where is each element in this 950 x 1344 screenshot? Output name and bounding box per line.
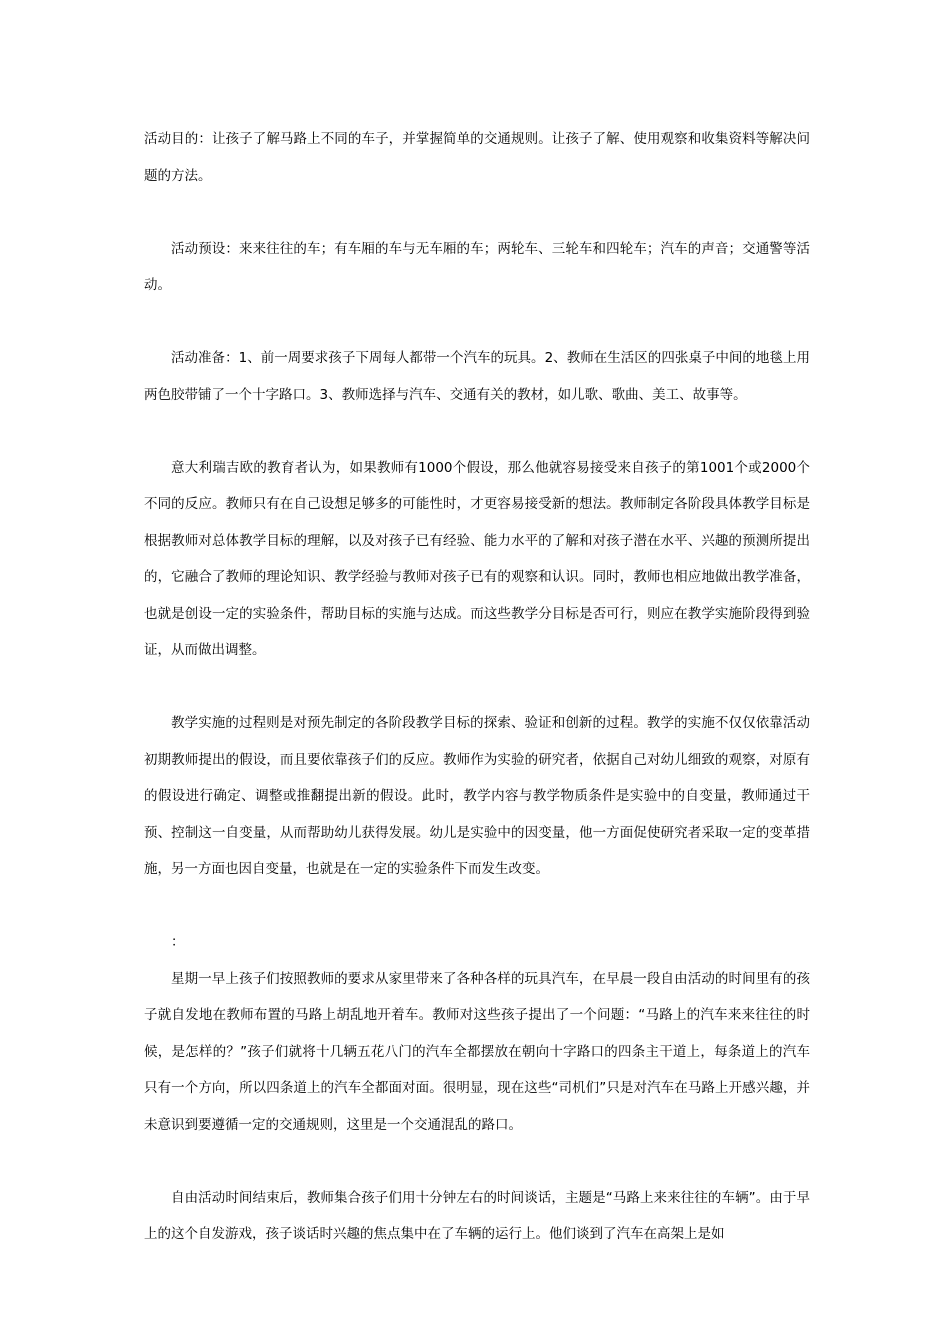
paragraph-reggio-educators: 意大利瑞吉欧的教育者认为，如果教师有1000个假设，那么他就容易接受来自孩子的第1001个或2000个不同的反应。教师只有在自己设想足够多的可能性时，才更容易接受新的想法。教师制定各阶段具体教学目标是根据教师对总体教学目标的理解，以及对孩子已有经验、能力水平的了解和对孩子潜在水平、兴趣的预测所提出的，它融合了教师的理论知识、教学经验与教师对孩子已有的观察和认识。同时，教师也相应地做出教学准备，也就是创设一定的实验条件，帮助目标的实施与达成。而这些教学分目标是否可行，则应在教学实施阶段得到验证，从而做出调整。 — [144, 459, 810, 658]
paragraph-free-activity-talk: 自由活动时间结束后，教师集合孩子们用十分钟左右的时间谈话，主题是“马路上来来往往的车辆”。由于早上的这个自发游戏，孩子谈话时兴趣的焦点集中在了车辆的运行上。他们谈到了汽车在高架上是如 — [144, 1189, 810, 1242]
paragraph-activity-preset: 活动预设：来来往往的车；有车厢的车与无车厢的车；两轮车、三轮车和四轮车；汽车的声音；交通警等活动。 — [144, 240, 810, 293]
document-body — [144, 121, 810, 1253]
paragraph-monday-morning: 星期一早上孩子们按照教师的要求从家里带来了各种各样的玩具汽车，在早晨一段自由活动的时间里有的孩子就自发地在教师布置的马路上胡乱地开着车。教师对这些孩子提出了一个问题：“马路上的汽车来来往往的时候，是怎样的？”孩子们就将十几辆五花八门的汽车全都摆放在朝向十字路口的四条主干道上，每条道上的汽车只有一个方向，所以四条道上的汽车全都面对面。很明显，现在这些“司机们”只是对汽车在马路上开感兴趣，并未意识到要遵循一定的交通规则，这里是一个交通混乱的路口。 — [144, 970, 810, 1133]
paragraph-activity-preparation: 活动准备：1、前一周要求孩子下周每人都带一个汽车的玩具。2、教师在生活区的四张桌子中间的地毯上用两色胶带铺了一个十字路口。3、教师选择与汽车、交通有关的教材，如儿歌、歌曲、美工、故事等。 — [144, 350, 810, 403]
paragraph-teaching-implementation: 教学实施的过程则是对预先制定的各阶段教学目标的探索、验证和创新的过程。教学的实施不仅仅依靠活动初期教师提出的假设，而且要依靠孩子们的反应。教师作为实验的研究者，依据自己对幼儿细致的观察，对原有的假设进行确定、调整或推翻提出新的假设。此时，教学内容与教学物质条件是实验中的自变量，教师通过干预、控制这一自变量，从而帮助幼儿获得发展。幼儿是实验中的因变量，他一方面促使研究者采取一定的变革措施，另一方面也因自变量，也就是在一定的实验条件下而发生改变。 — [144, 715, 810, 877]
paragraph-colon-marker: ： — [171, 934, 185, 950]
paragraph-activity-goal: 活动目的：让孩子了解马路上不同的车子，并掌握简单的交通规则。让孩子了解、使用观察和收集资料等解决问题的方法。 — [144, 131, 810, 184]
